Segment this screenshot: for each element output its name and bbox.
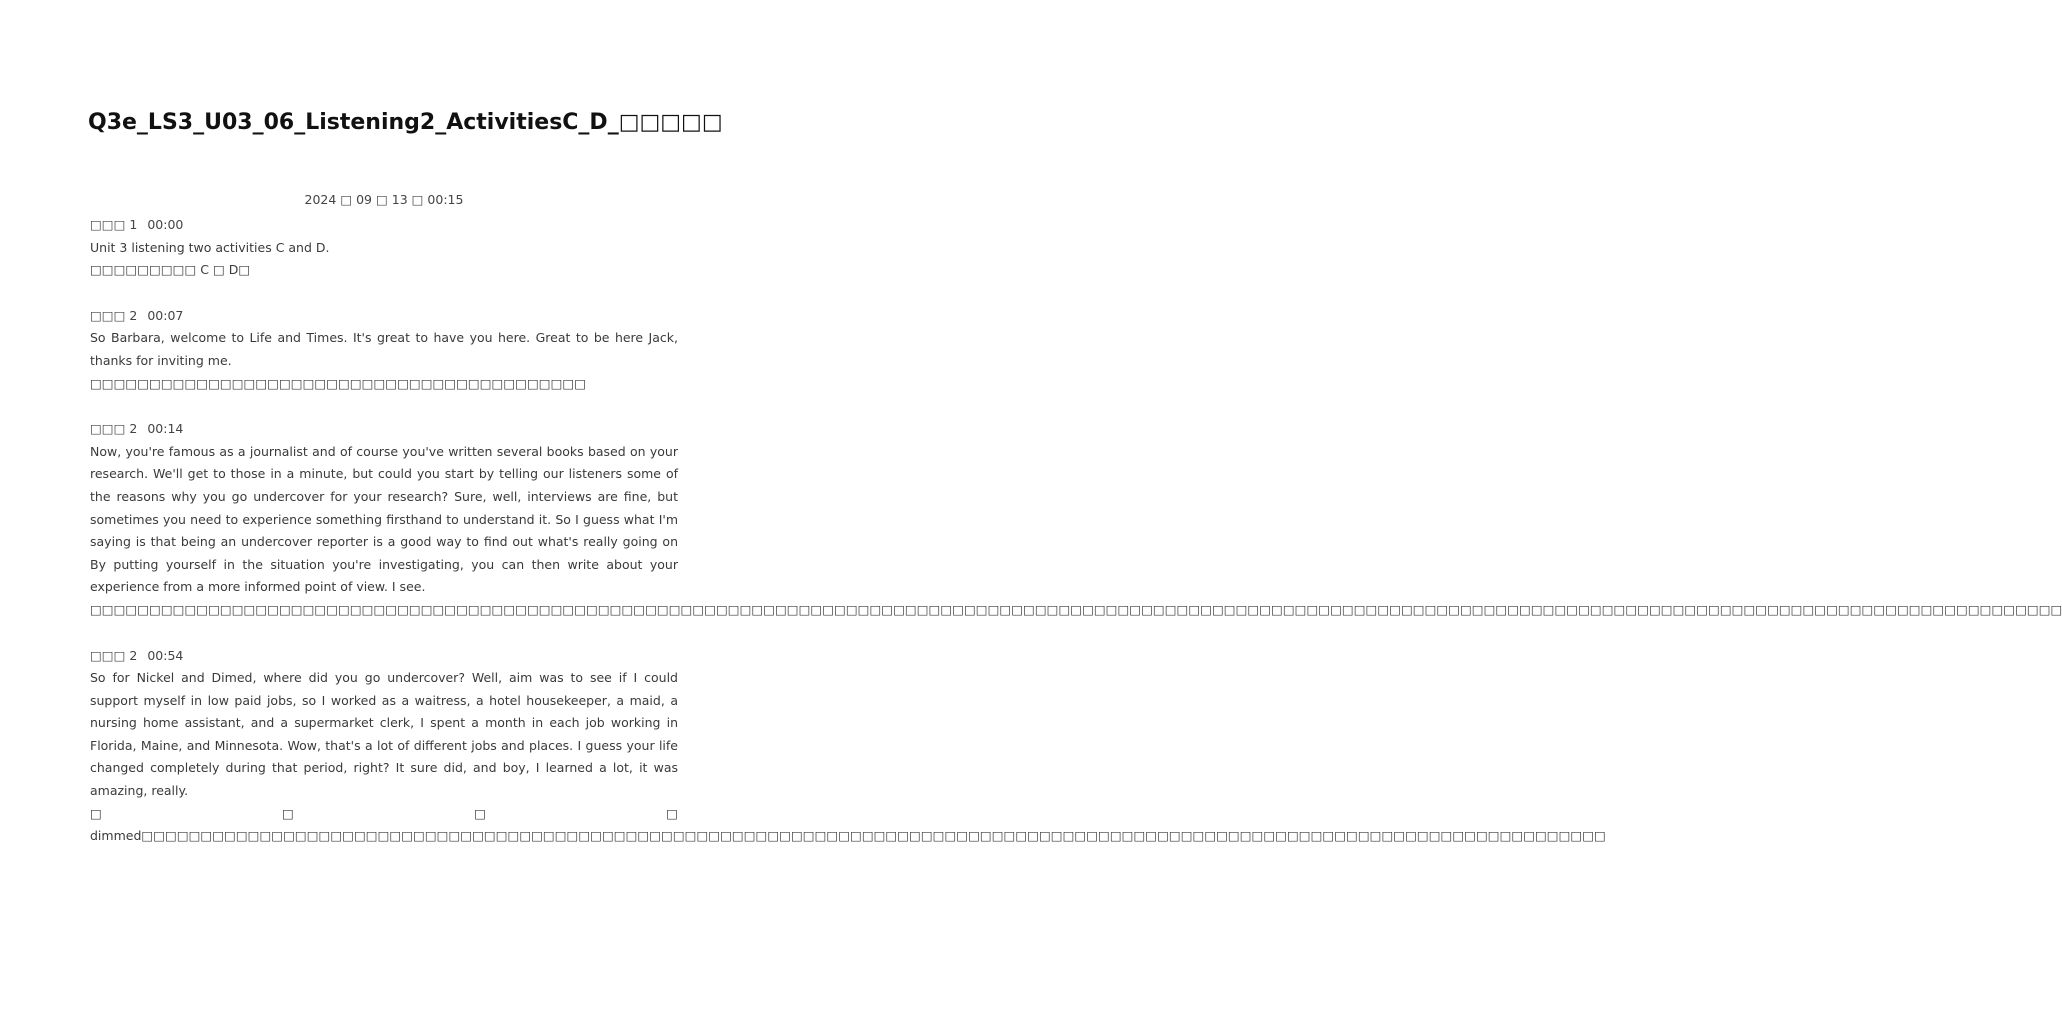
transcript-segment: [90, 214, 678, 282]
segment-timestamp: 00:54: [147, 647, 184, 663]
segment-translation: □□□□□□□□□□□□□□□□□□□□□□□□□□□□□□□□□□□□□□□□□□□□□□□□□□□□□□□□□□□□□□□□□□□□□□□□□□□□□□□□□□□□□□□□□□□□□□□□□□□□□□□□□□□□□□□□□□□□□□□□□□□□□□□□□□□□□□□□□□□□□□□□□□□□□□□□□□□□□□□□□□□□□□□: [90, 601, 2062, 617]
segment-timestamp: 00:07: [147, 307, 184, 323]
segment-translation: □□□□□□□□□□□□□□□□□□□□□□□□□□□□□□□□□□□□□□□□□□: [90, 375, 587, 391]
speaker-label: □□□ 2: [90, 421, 138, 437]
segment-text: So for Nickel and Dimed, where did you go undercover? Well, aim was to see if I could support myself in low paid jobs, so I worked as a waitress, a hotel housekeeper, a maid, a nursing home assistant, and a supermarket clerk, I spent a month in each job working in Florida, Maine, and Minnesota. Wow, that's a lot of different jobs and places. I guess your life changed completely during that period, right? It sure did, and boy, I learned a lot, it was amazing, really.: [90, 670, 678, 799]
segment-text: Unit 3 listening two activities C and D.: [90, 239, 330, 255]
segment-timestamp: 00:14: [147, 421, 184, 437]
speaker-label: □□□ 1: [90, 217, 138, 232]
transcript-segment: [90, 418, 2062, 621]
transcript: [90, 214, 2062, 871]
document-date: 2024 □ 09 □ 13 □ 00:15: [304, 192, 464, 207]
segment-translation: □□□□ dimmed□□□□□□□□□□□□□□□□□□□□□□□□□□□□□□□□□□□□□□□□□□□□□□□□□□□□□□□□□□□□□□□□□□□□□□□□□□□□□□□□□□□□□□□□□□□□□□□□□□□□□□□□□□□□□□□□□□□□□□□□□□□□: [90, 805, 1606, 844]
speaker-label: □□□ 2: [90, 647, 138, 663]
segment-timestamp: 00:00: [147, 217, 184, 232]
transcript-segment: [90, 305, 678, 395]
segment-text: Now, you're famous as a journalist and of course you've written several books based on your research. We'll get to those in a minute, but could you start by telling our listeners some of the reasons why you go undercover for your research? Sure, well, interviews are fine, but sometimes you need to experience something firsthand to understand it. So I guess what I'm saying is that being an undercover reporter is a good way to find out what's really going on By putting yourself in the situation you're investigating, you can then write about your experience from a more informed point of view. I see.: [90, 443, 678, 595]
speaker-label: □□□ 2: [90, 307, 138, 323]
segment-translation: □□□□□□□□□ C □ D□: [90, 262, 251, 278]
transcript-segment: [90, 645, 1606, 848]
segment-text: So Barbara, welcome to Life and Times. It's great to have you here. Great to be here Jack, thanks for inviting me.: [90, 330, 678, 368]
document-title: Q3e_LS3_U03_06_Listening2_ActivitiesC_D_□□□□□: [88, 110, 723, 135]
